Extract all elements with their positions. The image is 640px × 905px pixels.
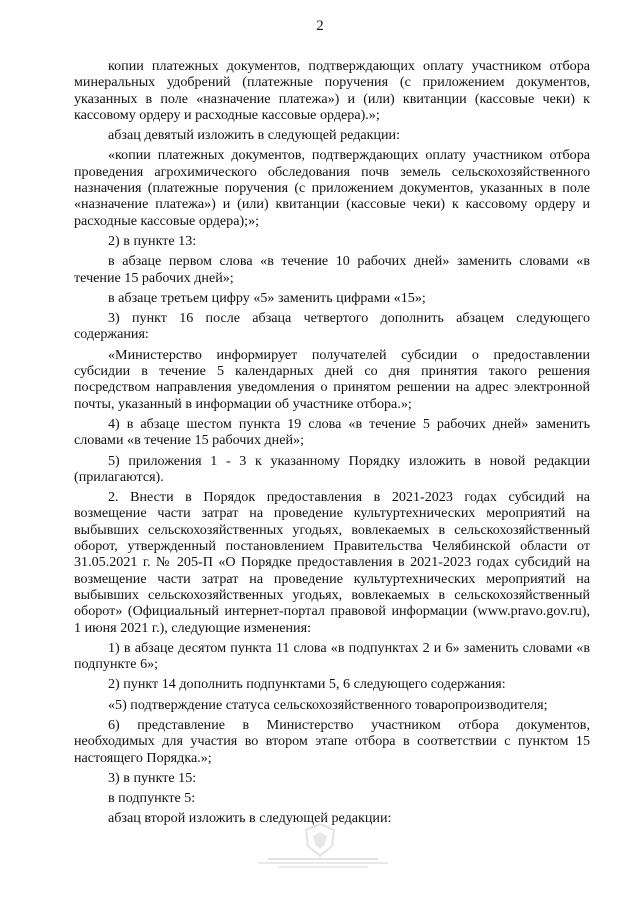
paragraph: в абзаце первом слова «в течение 10 рабочих дней» заменить словами «в течение 15 рабочих дней»; <box>74 253 590 286</box>
paragraph: абзац второй изложить в следующей редакции: <box>108 810 392 827</box>
page-number: 2 <box>316 18 324 34</box>
scan-watermark <box>258 858 388 868</box>
paragraph: 1) в абзаце десятом пункта 11 слова «в подпунктах 2 и 6» заменить словами «в подпункте 6»; <box>74 639 590 673</box>
paragraph: 4) в абзаце шестом пункта 19 слова «в течение 5 рабочих дней» заменить словами «в течение 15 рабочих дней»; <box>74 415 590 449</box>
paragraph: 3) в пункте 15: <box>108 769 197 786</box>
document-body <box>74 58 590 827</box>
paragraph: абзац девятый изложить в следующей редакции: <box>108 127 401 144</box>
seal-watermark-icon <box>300 822 340 858</box>
paragraph: 2) в пункте 13: <box>108 232 197 249</box>
paragraph: копии платежных документов, подтверждающих оплату участником отбора минеральных удобрений (платежные поручения (с приложением документов, указанных в поле «назначение платежа») и (или) квитанции (кассовые чеки) к кассовому ордеру и расходные кассовые ордера).»; <box>74 58 590 123</box>
paragraph: 5) приложения 1 - 3 к указанному Порядку изложить в новой редакции (прилагаются). <box>74 452 590 485</box>
paragraph: в подпункте 5: <box>108 790 196 807</box>
paragraph: «копии платежных документов, подтверждающих оплату участником отбора проведения агрохимического обследования почв земель сельскохозяйственного назначения (платежные поручения (с приложением документов, указанных в поле «назначение платежа») и (или) квитанции (кассовые чеки) к кассовому ордеру и расходные кассовые ордера);»; <box>74 147 590 229</box>
paragraph: 6) представление в Министерство участником отбора документов, необходимых для участия во втором этапе отбора в соответствии с пунктом 15 настоящего Порядка.»; <box>74 716 590 766</box>
paragraph: 2) пункт 14 дополнить подпунктами 5, 6 следующего содержания: <box>108 676 506 693</box>
paragraph: «Министерство информирует получателей субсидии о предоставлении субсидии в течение 5 календарных дней со дня принятия такого решения посредством направления уведомления о принятом решении на адрес электронной почты, указанный в информации об участнике отбора.»; <box>74 346 590 412</box>
paragraph: 2. Внести в Порядок предоставления в 2021-2023 годах субсидий на возмещение части затрат на проведение культуртехнических мероприятий на выбывших сельскохозяйственных угодьях, вовлекаемых в сельскохозяйственный оборот, утвержденный постановлением Правительства Челябинской области от 31.05.2021 г. № 205-П «О Порядке предоставления в 2021-2023 годах субсидий на возмещение части затрат на проведение культуртехнических мероприятий на выбывших сельскохозяйственных угодьях, вовлекаемых в сельскохозяйственный оборот» (Официальный интернет-портал правовой информации (www.pravo.gov.ru), 1 июня 2021 г.), следующие изменения: <box>74 489 590 636</box>
paragraph: в абзаце третьем цифру «5» заменить цифрами «15»; <box>108 289 426 306</box>
paragraph: 3) пункт 16 после абзаца четвертого дополнить абзацем следующего содержания: <box>74 310 590 343</box>
paragraph: «5) подтверждение статуса сельскохозяйственного товаропроизводителя; <box>108 696 548 713</box>
